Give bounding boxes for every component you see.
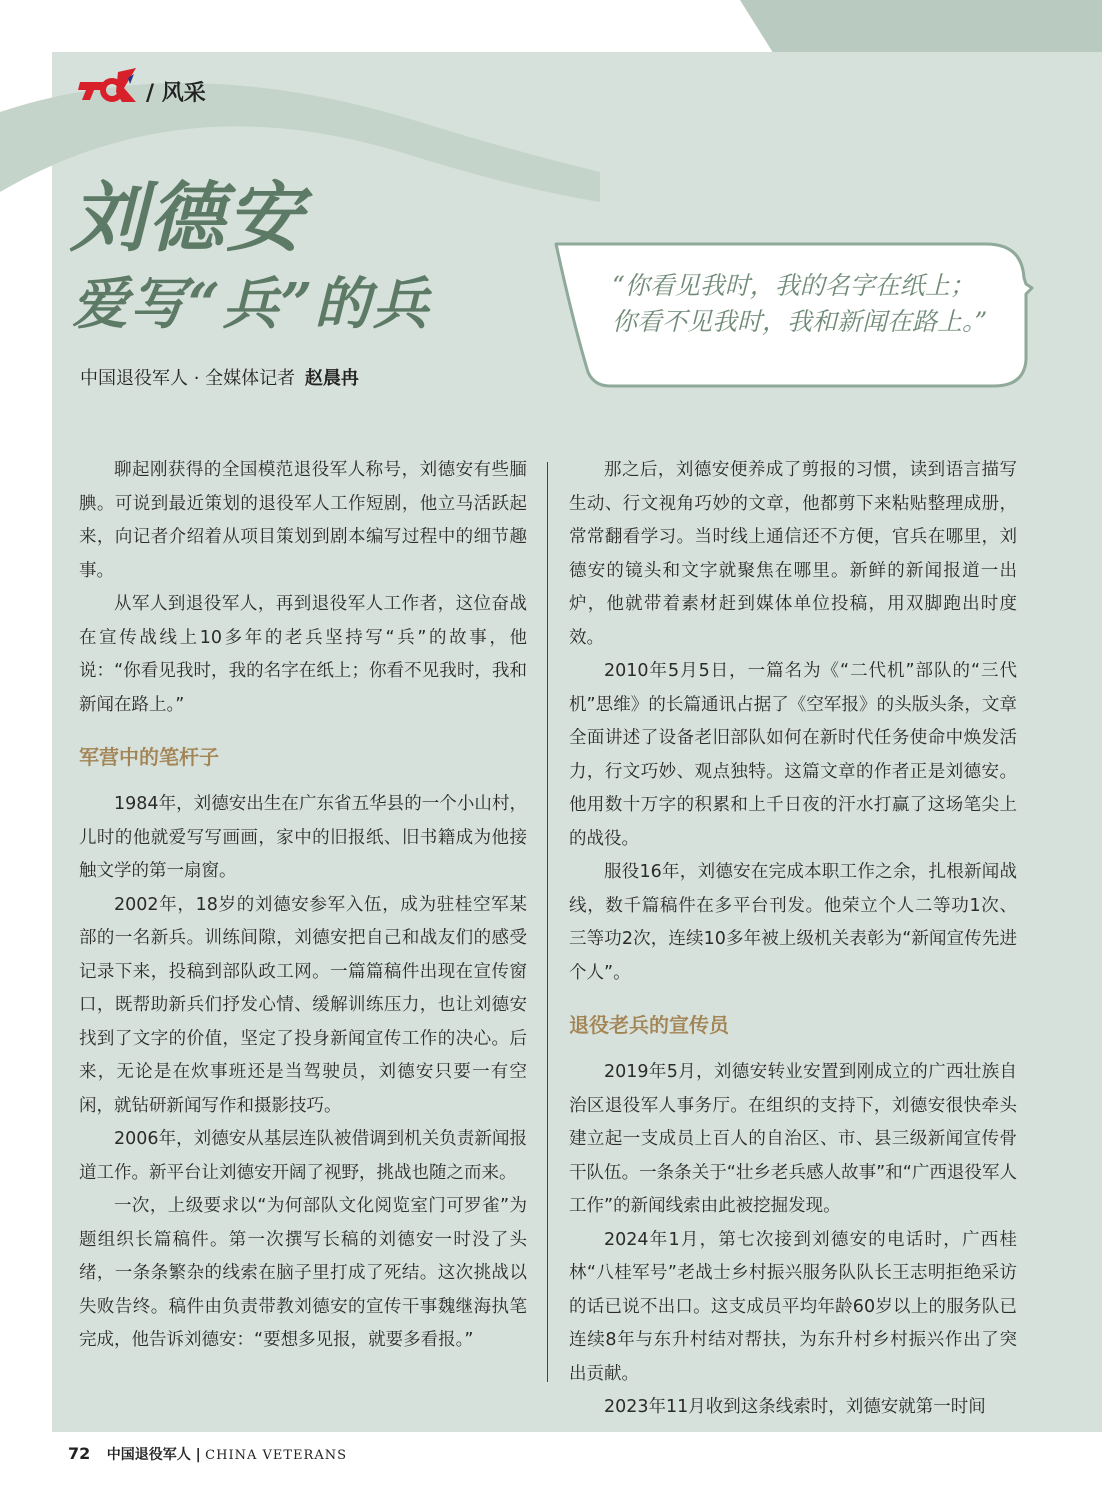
paragraph: 1984年，刘德安出生在广东省五华县的一个小山村，儿时的他就爱写写画画，家中的旧报纸、旧书籍成为他接触文学的第一扇窗。 xyxy=(79,794,527,881)
byline xyxy=(80,364,359,390)
paragraph: 2019年5月，刘德安转业安置到刚成立的广西壮族自治区退役军人事务厅。在组织的支持下，刘德安很快牵头建立起一支成员上百人的自治区、市、县三级新闻宣传骨干队伍。一条条关于“壮乡老兵感人故事”和“广西退役军人工作”的新闻线索由此被挖掘发现。 xyxy=(569,1062,1017,1216)
section-heading: 军营中的笔杆子 xyxy=(79,745,219,769)
paragraph: 2024年1月，第七次接到刘德安的电话时，广西桂林“八桂军号”老战士乡村振兴服务队队长王志明拒绝采访的话已说不出口。这支成员平均年龄60岁以上的服务队已连续8年与东升村结对帮扶，为东升村乡村振兴作出了突出贡献。 xyxy=(569,1229,1017,1384)
article-title: 刘德安 xyxy=(70,173,304,262)
paragraph: 2023年11月收到这条线索时，刘德安就第一时间 xyxy=(604,1397,986,1417)
left-column xyxy=(79,454,527,1358)
section-heading: 退役老兵的宣传员 xyxy=(569,1013,729,1037)
article-subtitle: 爱写“兵”的兵 xyxy=(72,271,431,337)
magazine-name-en: CHINA VETERANS xyxy=(205,1448,347,1463)
right-column xyxy=(569,454,1017,1425)
paragraph: 聊起刚获得的全国模范退役军人称号，刘德安有些腼腆。可说到最近策划的退役军人工作短剧，他立马活跃起来，向记者介绍着从项目策划到剧本编写过程中的细节趣事。 xyxy=(79,460,527,581)
byline-author: 赵晨冉 xyxy=(304,368,359,389)
paragraph: 2006年，刘德安从基层连队被借调到机关负责新闻报道工作。新平台让刘德安开阔了视野，挑战也随之而来。 xyxy=(79,1129,527,1183)
section-label: / 风采 xyxy=(146,80,206,106)
page-number: 72 xyxy=(68,1444,91,1463)
pull-quote: “你看见我时，我的名字在纸上；你看不见我时，我和新闻在路上。” xyxy=(612,271,988,336)
decorative-corner-band xyxy=(740,0,1102,52)
magazine-name-cn: 中国退役军人 | xyxy=(106,1447,201,1463)
byline-prefix: 中国退役军人 · 全媒体记者 xyxy=(80,368,296,389)
magazine-logo-icon xyxy=(78,66,138,106)
paragraph: 那之后，刘德安便养成了剪报的习惯，读到语言描写生动、行文视角巧妙的文章，他都剪下来粘贴整理成册，常常翻看学习。当时线上通信还不方便，官兵在哪里，刘德安的镜头和文字就聚焦在哪里。新鲜的新闻报道一出炉，他就带着素材赶到媒体单位投稿，用双脚跑出时度效。 xyxy=(569,460,1017,648)
paragraph: 服役16年，刘德安在完成本职工作之余，扎根新闻战线，数千篇稿件在多平台刊发。他荣立个人二等功1次、三等功2次，连续10多年被上级机关表彰为“新闻宣传先进个人”。 xyxy=(569,862,1017,983)
paragraph: 一次，上级要求以“为何部队文化阅览室门可罗雀”为题组织长篇稿件。第一次撰写长稿的刘德安一时没了头绪，一条条繁杂的线索在脑子里打成了死结。这次挑战以失败告终。稿件由负责带教刘德安的宣传干事魏继海执笔完成，他告诉刘德安：“要想多见报，就要多看报。” xyxy=(79,1196,527,1350)
paragraph: 从军人到退役军人，再到退役军人工作者，这位奋战在宣传战线上10多年的老兵坚持写“兵”的故事，他说：“你看见我时，我的名字在纸上；你看不见我时，我和新闻在路上。” xyxy=(79,594,527,715)
paragraph: 2002年，18岁的刘德安参军入伍，成为驻桂空军某部的一名新兵。训练间隙，刘德安把自己和战友们的感受记录下来，投稿到部队政工网。一篇篇稿件出现在宣传窗口，既帮助新兵们抒发心情、缓解训练压力，也让刘德安找到了文字的价值，坚定了投身新闻宣传工作的决心。后来，无论是在炊事班还是当驾驶员，刘德安只要一有空闲，就钻研新闻写作和摄影技巧。 xyxy=(79,894,527,1116)
column-divider xyxy=(547,462,548,1382)
page-footer xyxy=(68,1444,347,1464)
paragraph: 2010年5月5日，一篇名为《“二代机”部队的“三代机”思维》的长篇通讯占据了《空军报》的头版头条，文章全面讲述了设备老旧部队如何在新时代任务使命中焕发活力，行文巧妙、观点独特。这篇文章的作者正是刘德安。他用数十万字的积累和上千日夜的汗水打赢了这场笔尖上的战役。 xyxy=(569,661,1017,849)
